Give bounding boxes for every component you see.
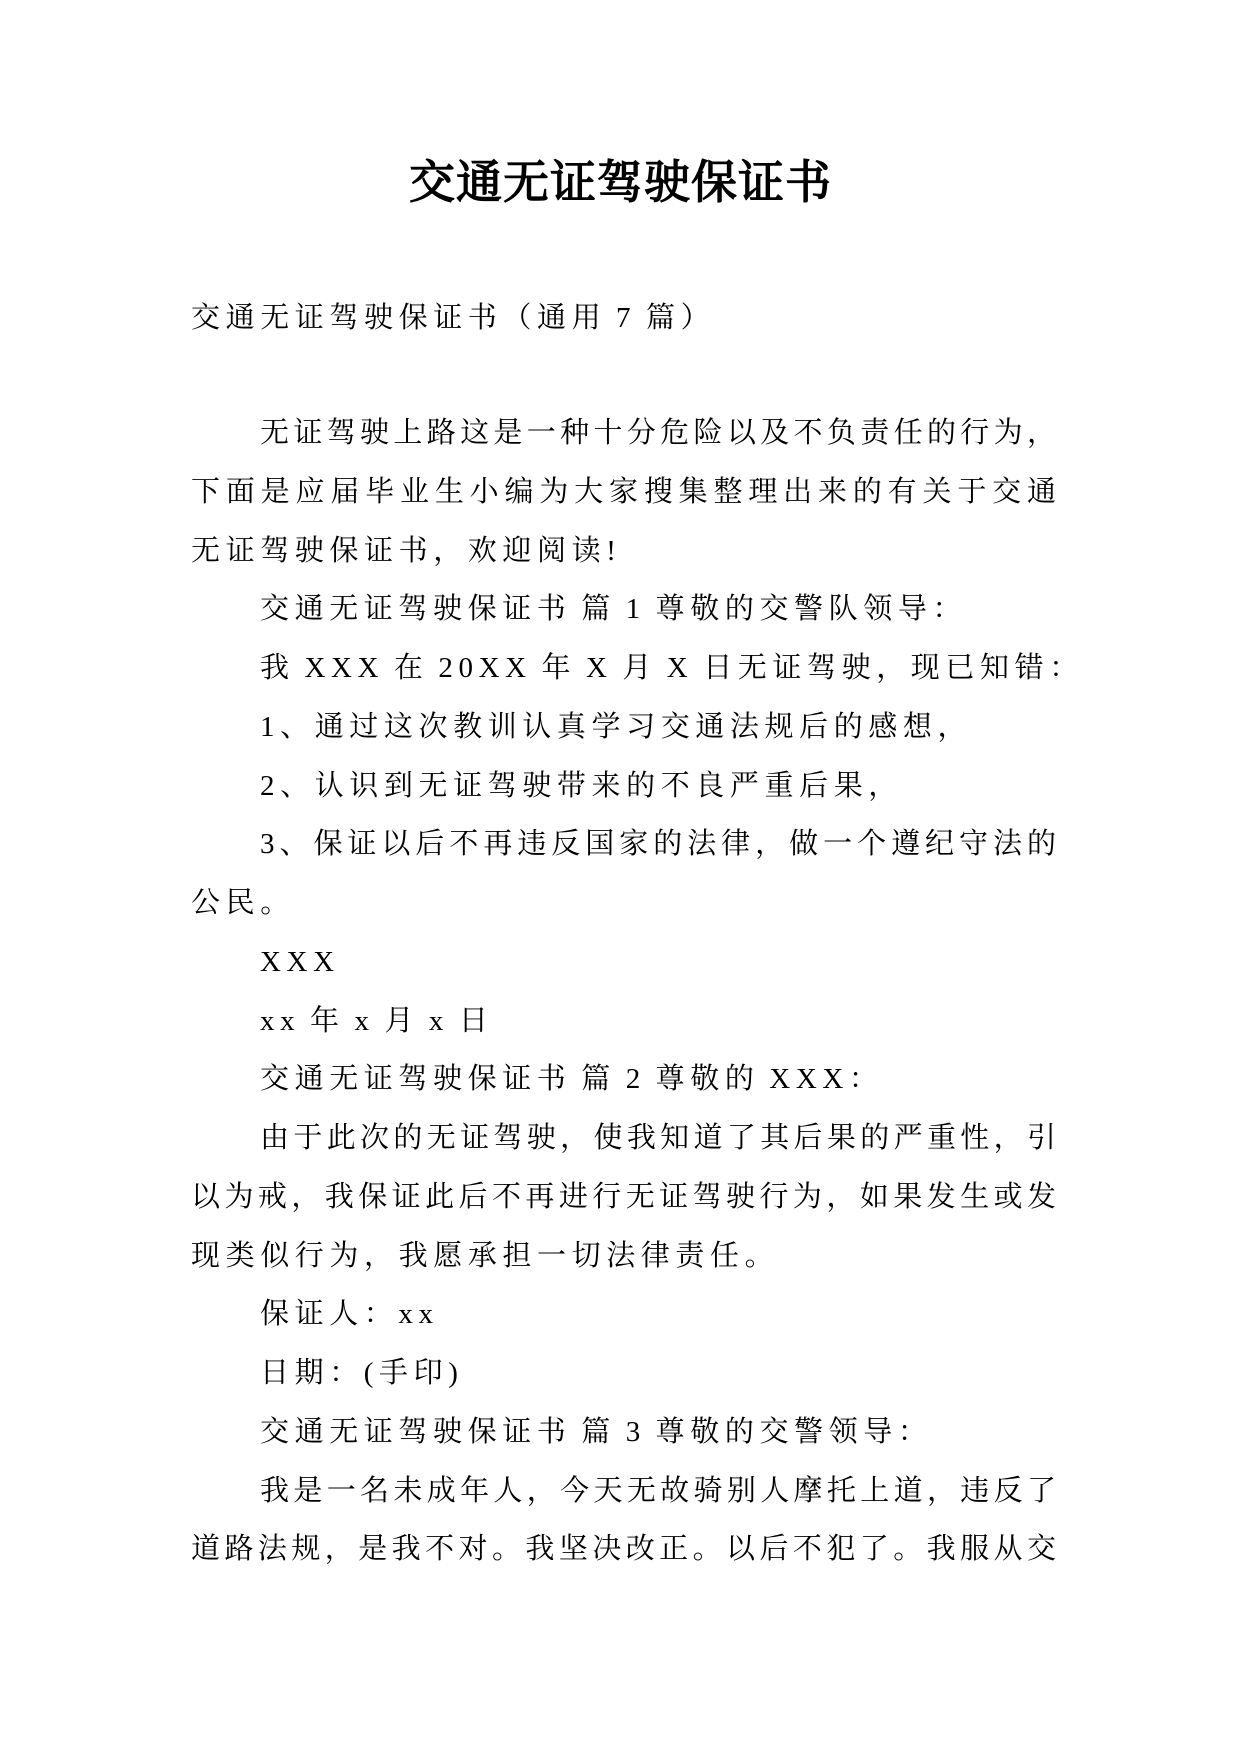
section-heading-2 [191,1050,1057,1109]
document-subtitle: 交通无证驾驶保证书（通用 7 篇） [191,302,716,334]
paragraph-line: 现类似行为，我愿承担一切法律责任。 [191,1239,780,1272]
paragraph-line: 无证驾驶保证书，欢迎阅读! [191,534,622,567]
signature-name [191,933,1057,992]
section-heading-3 [191,1403,1057,1462]
paragraph-line: 交通无证驾驶保证书 篇 1 尊敬的交警队领导： [260,593,968,626]
paragraph-line: 由于此次的无证驾驶，使我知道了其后果的严重性，引 [260,1122,1057,1154]
paragraph-line: 以为戒，我保证此后不再进行无证驾驶行为，如果发生或发 [191,1180,1057,1213]
paragraph-line: 下面是应届毕业生小编为大家搜集整理出来的有关于交通 [191,475,1057,508]
section-heading-1 [191,580,1057,639]
list-item [191,698,1057,757]
paragraph [191,1109,1057,1285]
document-title: 交通无证驾驶保证书 [409,157,832,208]
paragraph-line: xx 年 x 月 x 日 [260,1004,494,1037]
paragraph-line: 3、保证以后不再违反国家的法律，做一个遵纪守法的 [260,828,1057,861]
list-item [191,757,1057,816]
document-body [191,404,1084,1579]
paragraph-line: 保证人：xx [260,1298,439,1331]
paragraph-line: 道路法规，是我不对。我坚决改正。以后不犯了。我服从交 [191,1533,1057,1566]
paragraph-line: 无证驾驶上路这是一种十分危险以及不负责任的行为， [260,417,1057,449]
paragraph-line: 1、通过这次教训认真学习交通法规后的感想， [260,710,973,743]
paragraph-line: 我 XXX 在 20XX 年 X 月 X 日无证驾驶，现已知错： [260,652,1084,684]
paragraph-line: 交通无证驾驶保证书 篇 3 尊敬的交警领导： [260,1415,933,1448]
date-line [191,1344,1057,1403]
paragraph-line: 交通无证驾驶保证书 篇 2 尊敬的 XXX： [260,1063,884,1096]
signature-date [191,992,1057,1051]
paragraph-line: 2、认识到无证驾驶带来的不良严重后果， [260,769,903,802]
list-item [191,815,1057,933]
paragraph [191,639,1084,698]
paragraph-line: 我是一名未成年人，今天无故骑别人摩托上道，违反了 [260,1474,1057,1507]
paragraph-line: 日期：(手印) [260,1357,464,1389]
paragraph-line: XXX [260,945,340,978]
paragraph-line: 公民。 [191,887,295,919]
paragraph-intro [191,404,1057,580]
paragraph [191,1462,1057,1580]
guarantor-line [191,1285,1057,1344]
